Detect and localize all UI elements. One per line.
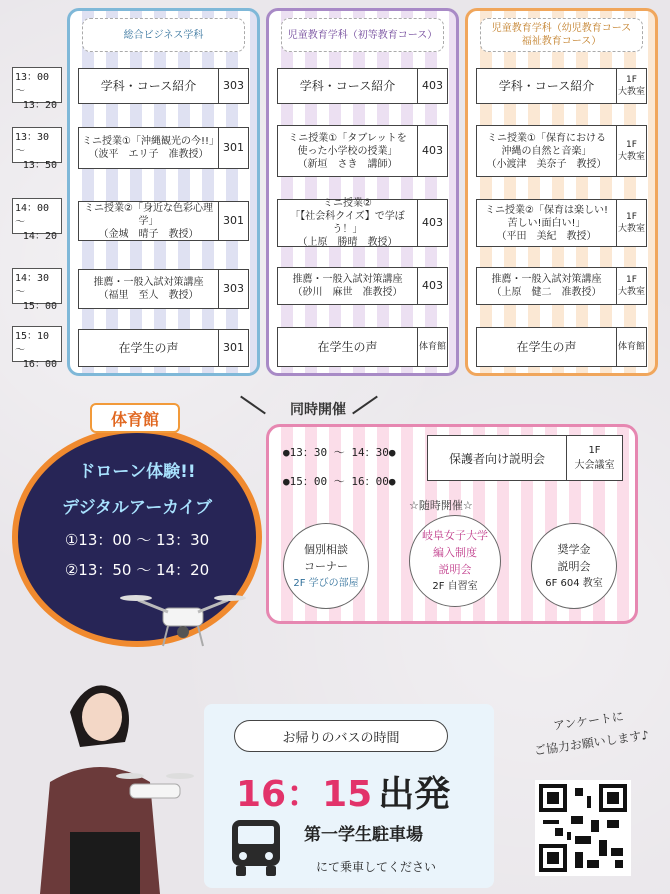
room-line: 403 xyxy=(422,216,443,229)
drone-line-2: デジタルアーカイブ xyxy=(61,498,213,518)
schedule-cell xyxy=(476,267,647,305)
cell-room xyxy=(417,200,447,246)
time-slot-5 xyxy=(12,326,62,370)
cell-line: （新垣 さき 講師） xyxy=(297,158,398,170)
cell-room xyxy=(616,69,646,103)
cell-name xyxy=(278,126,417,176)
circle-line: 説明会 xyxy=(438,563,472,576)
room-line: 体育館 xyxy=(617,342,645,352)
cell-name xyxy=(477,328,616,366)
room-line: 303 xyxy=(223,282,244,295)
circle-line: 説明会 xyxy=(557,559,591,573)
time-end: 15：00 xyxy=(22,301,57,312)
cell-name xyxy=(477,126,616,176)
cell-line: 沖縄の自然と音楽」 xyxy=(501,145,592,157)
cell-name xyxy=(79,270,218,308)
qr-code-icon xyxy=(539,784,627,872)
cell-name xyxy=(477,268,616,304)
room-line: 1F xyxy=(626,140,637,150)
schedule-cell xyxy=(476,327,647,367)
cell-name xyxy=(79,330,218,366)
cell-line: 在学生の声 xyxy=(118,340,179,355)
column-elementary xyxy=(266,8,459,376)
cell-room xyxy=(218,270,248,308)
bus-depart-label: 出発 xyxy=(378,774,451,815)
scholarship-briefing xyxy=(531,523,617,609)
bus-panel xyxy=(204,704,494,888)
cell-line: 推薦・一般入試対策講座 xyxy=(93,277,204,288)
column-title: 児童教育学科（初等教育コース） xyxy=(287,29,438,41)
cell-line: 学科・コース紹介 xyxy=(299,78,396,93)
schedule-cell xyxy=(277,327,448,367)
cell-name xyxy=(79,202,218,240)
schedule-cell xyxy=(277,199,448,247)
cell-name xyxy=(477,69,616,103)
column-business xyxy=(67,8,260,376)
drone-line-1: ドローン体験!! xyxy=(78,462,196,482)
time-start: 14：00 ～ xyxy=(15,203,50,228)
circle-line: 個別相談 xyxy=(304,542,348,556)
room-line: 1F xyxy=(588,445,601,456)
cell-room xyxy=(417,328,447,366)
cell-line: （砂川 麻世 准教授） xyxy=(292,287,403,298)
survey-line: アンケートに xyxy=(552,709,625,733)
cell-line: ミニ授業①「沖縄観光の今!!」 xyxy=(82,136,219,147)
time-start: 14：30 ～ xyxy=(15,273,50,298)
time-start: 13：30 ～ xyxy=(15,132,50,157)
schedule-cell xyxy=(277,68,448,104)
time-end: 14：20 xyxy=(22,231,57,242)
cell-line: （上原 健二 准教授） xyxy=(491,287,602,298)
room-line: 301 xyxy=(223,141,244,154)
room-line: 303 xyxy=(223,79,244,92)
cell-name xyxy=(278,328,417,366)
cell-room xyxy=(616,200,646,246)
transfer-briefing xyxy=(409,515,501,607)
simultaneous-panel xyxy=(266,424,638,624)
cell-line: 在学生の声 xyxy=(317,339,378,354)
schedule-cell xyxy=(476,199,647,247)
room-line: 大教室 xyxy=(617,287,645,297)
cell-line: 在学生の声 xyxy=(516,339,577,354)
schedule-cell xyxy=(476,68,647,104)
survey-message xyxy=(518,700,663,763)
time-end: 13：50 xyxy=(22,160,57,171)
cell-line: 苦しい!面白い!」 xyxy=(507,217,586,229)
column-header xyxy=(82,18,245,52)
guardian-room xyxy=(566,436,622,480)
cell-line: （上原 勝晴 教授） xyxy=(297,237,398,248)
room-line: 301 xyxy=(223,214,244,227)
cell-line: ミニ授業①「タブレットを xyxy=(288,132,407,144)
room-line: 1F xyxy=(626,212,637,222)
room-line: 1F xyxy=(626,275,637,285)
column-title: 福祉教育コース） xyxy=(521,36,602,47)
cell-line: （平田 美紀 教授） xyxy=(496,230,597,242)
circle-line: 編入制度 xyxy=(433,546,477,559)
room-line: 大教室 xyxy=(617,152,645,162)
bus-parking-lot: 第一学生駐車場 xyxy=(304,825,423,845)
cell-line: ミニ授業②「身近な色彩心理学」 xyxy=(84,202,213,227)
cell-room xyxy=(616,126,646,176)
session-time: ●13：30 ～ 14：30● xyxy=(283,446,396,459)
bus-icon xyxy=(228,816,284,878)
cell-name xyxy=(79,128,218,168)
time-slot-4 xyxy=(12,268,62,312)
room-line: 大教室 xyxy=(617,224,645,234)
column-header xyxy=(281,18,444,52)
cell-line: 学科・コース紹介 xyxy=(498,78,595,93)
cell-name xyxy=(278,268,417,304)
room-line: 1F xyxy=(626,75,637,85)
time-start: 15：10 ～ xyxy=(15,331,50,356)
drone-slot-2: ②13：50 ～ 14：20 xyxy=(64,561,210,579)
schedule-cell xyxy=(277,267,448,305)
schedule-cell xyxy=(78,269,249,309)
time-slot-3 xyxy=(12,198,62,242)
cell-line: 学科・コース紹介 xyxy=(100,78,197,93)
survey-line: ご協力お願いします♪ xyxy=(533,727,650,758)
schedule-cell xyxy=(78,201,249,241)
time-end: 16：00 xyxy=(22,359,57,370)
circle-line: 岐阜女子大学 xyxy=(422,529,488,542)
survey-qr-code[interactable] xyxy=(535,780,631,876)
room-line: 403 xyxy=(422,79,443,92)
guardian-name: 保護者向け説明会 xyxy=(448,451,545,466)
consult-corner xyxy=(283,523,369,609)
cell-line: 推薦・一般入試対策講座 xyxy=(292,274,403,285)
room-line: 403 xyxy=(422,144,443,157)
cell-room xyxy=(616,268,646,304)
room-line: 大会議室 xyxy=(574,460,615,471)
column-early-childhood xyxy=(465,8,658,376)
room-line: 大教室 xyxy=(617,87,645,97)
drone-slot-1: ①13：00 ～ 13：30 xyxy=(64,531,210,549)
schedule-cell xyxy=(78,127,249,169)
cell-room xyxy=(616,328,646,366)
column-title: 児童教育学科（幼児教育コース xyxy=(491,23,632,34)
cell-line: （福里 至人 教授） xyxy=(98,290,199,301)
cell-line: 使った小学校の授業」 xyxy=(297,145,398,157)
cell-line: （小渡津 美奈子 教授） xyxy=(486,158,607,170)
time-start: 13：00 ～ xyxy=(15,72,50,97)
cell-room xyxy=(417,126,447,176)
student-photo xyxy=(30,672,200,894)
gym-label: 体育館 xyxy=(90,403,180,433)
time-end: 13：20 xyxy=(22,100,57,111)
cell-room xyxy=(417,268,447,304)
drone-icon xyxy=(118,580,248,660)
cell-name xyxy=(278,69,417,103)
cell-line: （金城 晴子 教授） xyxy=(98,228,199,240)
cell-line: ミニ授業①「保育における xyxy=(487,132,606,144)
cell-line: ミニ授業② xyxy=(323,198,372,209)
cell-name xyxy=(79,69,218,103)
cell-line: ミニ授業②「保育は楽しい! xyxy=(485,204,608,216)
room-line: 301 xyxy=(223,341,244,354)
bus-departure xyxy=(236,766,450,817)
circle-room: 6F 604 教室 xyxy=(545,577,603,589)
cell-room xyxy=(218,330,248,366)
schedule-cell xyxy=(476,125,647,177)
time-slot-1 xyxy=(12,67,62,111)
time-slot-2 xyxy=(12,127,62,171)
cell-line: 「【社会科クイズ】で学ぼう！」 xyxy=(290,211,405,235)
cell-name xyxy=(477,200,616,246)
simultaneous-title: 同時開催 xyxy=(290,402,346,418)
session-time: ●15：00 ～ 16：00● xyxy=(283,475,396,488)
cell-line: （波平 エリ子 准教授） xyxy=(88,149,209,160)
circle-room: 2F 学びの部屋 xyxy=(293,577,359,589)
circle-line: コーナー xyxy=(304,559,348,573)
circle-line: 奨学金 xyxy=(557,542,591,556)
room-line: 体育館 xyxy=(418,342,446,352)
schedule-cell xyxy=(78,329,249,367)
bus-title: お帰りのバスの時間 xyxy=(234,720,448,752)
cell-line: 推薦・一般入試対策講座 xyxy=(491,274,602,285)
bus-instruction: にて乗車してください xyxy=(316,860,437,874)
column-header xyxy=(480,18,643,52)
cell-room xyxy=(417,69,447,103)
anytime-label: ☆随時開催☆ xyxy=(409,499,473,512)
cell-name xyxy=(278,200,417,246)
accent-line xyxy=(240,396,266,415)
column-title: 総合ビジネス学科 xyxy=(123,29,204,41)
cell-room xyxy=(218,202,248,240)
cell-room xyxy=(218,69,248,103)
schedule-cell xyxy=(277,125,448,177)
bus-time: 16：15 xyxy=(236,774,373,815)
room-line: 403 xyxy=(422,279,443,292)
circle-room: 2F 自習室 xyxy=(432,581,478,592)
guardian-session xyxy=(427,435,623,481)
cell-room xyxy=(218,128,248,168)
schedule-cell xyxy=(78,68,249,104)
